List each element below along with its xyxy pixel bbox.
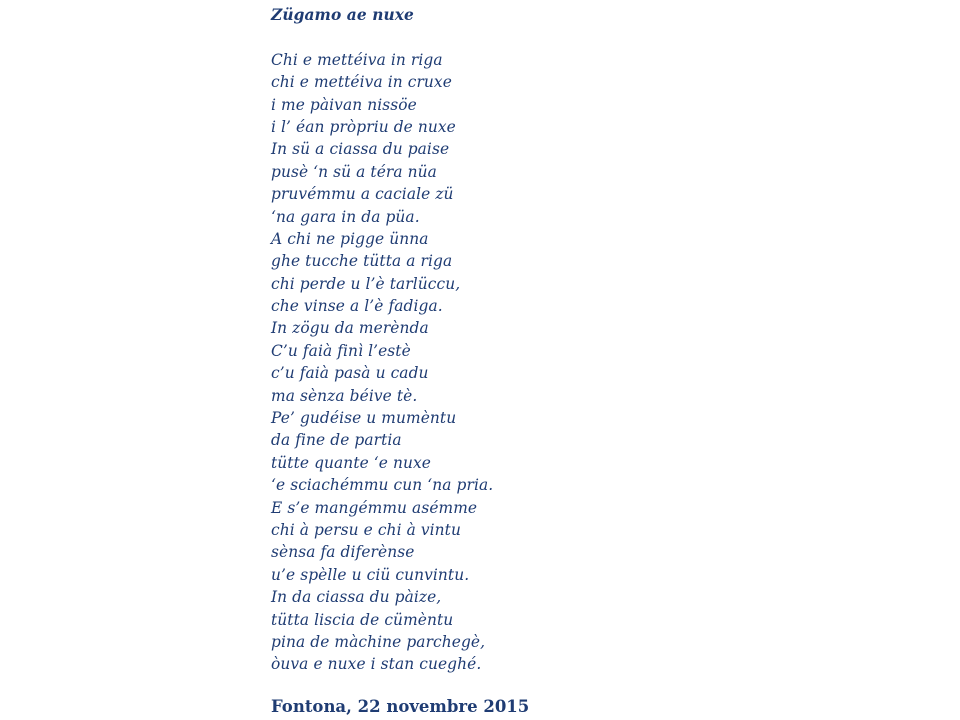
poem-line: i l’ éan pròpriu de nuxe <box>271 117 456 136</box>
poem-line: Chi e mettéiva in riga <box>271 50 443 69</box>
poem-line: tütta liscia de cümèntu <box>271 610 454 629</box>
poem-line: pina de màchine parchegè, <box>271 632 486 651</box>
poem-signature: Fontona, 22 novembre 2015 <box>271 697 530 716</box>
poem-line: òuva e nuxe i stan cueghé. <box>271 655 482 674</box>
poem-line: In zögu da merènda <box>271 319 429 338</box>
poem-line: tütte quante ‘e nuxe <box>271 453 432 472</box>
poem-line: sènsa fa diferènse <box>271 543 415 562</box>
poem-line: chi perde u l’è tarlüccu, <box>271 274 461 293</box>
poem-line: In sü a ciassa du paise <box>271 140 450 159</box>
poem-line: Pe’ gudéise u mumèntu <box>271 409 457 428</box>
poem-body <box>271 4 691 676</box>
poem-line: che vinse a l’è fadiga. <box>271 297 443 316</box>
poem-line: In da ciassa du pàize, <box>271 588 442 607</box>
poem-title: Zügamo ae nuxe <box>271 6 414 24</box>
poem-line: chi e mettéiva in cruxe <box>271 73 452 92</box>
poem-line: ma sènza béive tè. <box>271 386 418 405</box>
poem-line: u’e spèlle u ciü cunvintu. <box>271 565 470 584</box>
poem-line: pruvémmu a caciale zü <box>271 185 454 204</box>
poem-line: pusè ‘n sü a téra nüa <box>271 162 437 181</box>
poem-line: E s’e mangémmu asémme <box>271 498 478 517</box>
poem-line: da fine de partia <box>271 431 402 450</box>
poem-line: ghe tucche tütta a riga <box>271 252 453 271</box>
poem-line: i me pàivan nissöe <box>271 95 417 114</box>
poem-line: C’u faià finì l’estè <box>271 341 411 360</box>
poem-line: A chi ne pigge ünna <box>271 229 429 248</box>
poem-line: ‘na gara in da püa. <box>271 207 420 226</box>
poem-line: ‘e sciachémmu cun ‘na pria. <box>271 476 494 495</box>
poem-line: c’u faià pasà u cadu <box>271 364 429 383</box>
poem-line: chi à persu e chi à vintu <box>271 520 461 539</box>
